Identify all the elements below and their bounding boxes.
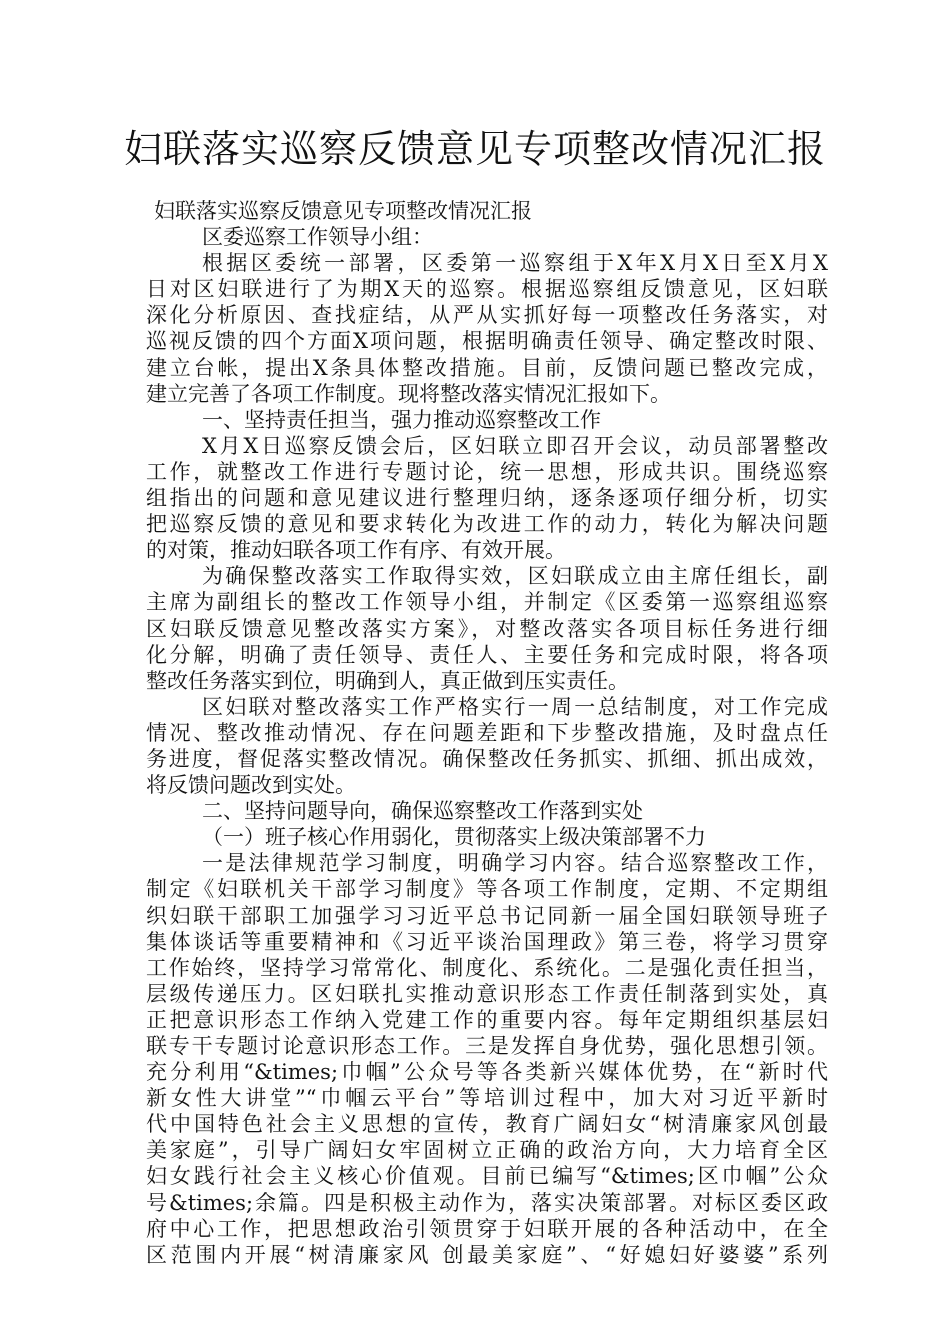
paragraph-line: 深化分析原因、查找症结，从严从实抓好每一项整改任务落实，对 [146, 303, 828, 328]
paragraph-line: 联专干专题讨论意识形态工作。三是发挥自身优势，强化思想引领。 [146, 1034, 828, 1058]
paragraph-line: 的对策，推动妇联各项工作有序、有效开展。 [146, 538, 566, 563]
paragraph-line: 正把意识形态工作纳入党建工作的重要内容。每年定期组织基层妇 [146, 1007, 828, 1032]
paragraph-line: 巡视反馈的四个方面X项问题，根据明确责任领导、确定整改时限、 [146, 329, 828, 354]
paragraph-line: 工作始终，坚持学习常常化、制度化、系统化。二是强化责任担当， [146, 955, 828, 980]
paragraph-line: 区妇联反馈意见整改落实方案》，对整改落实各项目标任务进行细 [146, 616, 828, 641]
paragraph-line: 新女性大讲堂”“巾帼云平台”等培训过程中，加大对习近平新时 [146, 1086, 828, 1111]
section-heading: 二、坚持问题导向，确保巡察整改工作落到实处 [202, 799, 643, 824]
paragraph-line: 整改任务落实到位，明确到人，真正做到压实责任。 [146, 668, 629, 693]
paragraph-line: 府中心工作，把思想政治引领贯穿于妇联开展的各种活动中，在全 [146, 1216, 828, 1241]
paragraph-line: 织妇联干部职工加强学习习近平总书记同新一届全国妇联领导班子 [146, 903, 828, 928]
subsection-heading: （一）班子核心作用弱化，贯彻落实上级决策部署不力 [202, 825, 706, 850]
section-heading: 一、坚持责任担当，强力推动巡察整改工作 [202, 407, 601, 432]
paragraph-line: 把巡察反馈的意见和要求转化为改进工作的动力，转化为解决问题 [146, 512, 828, 537]
paragraph-line: 务进度，督促落实整改情况。确保整改任务抓实、抓细、抓出成效， [146, 746, 828, 771]
paragraph-line: 美家庭”，引导广阔妇女牢固树立正确的政治方向，大力培育全区 [146, 1138, 828, 1163]
paragraph-line: 组指出的问题和意见建议进行整理归纳，逐条逐项仔细分析，切实 [146, 486, 828, 511]
paragraph-line: 根据区委统一部署，区委第一巡察组于X年X月X日至X月X [202, 251, 828, 276]
paragraph-line: 化分解，明确了责任领导、责任人、主要任务和完成时限，将各项 [146, 642, 828, 667]
paragraph-line: 区范围内开展“树清廉家风 创最美家庭”、“好媳妇好婆婆”系列 [146, 1242, 828, 1267]
paragraph-line: 建立完善了各项工作制度。现将整改落实情况汇报如下。 [146, 381, 671, 406]
paragraph-line: 为确保整改落实工作取得实效，区妇联成立由主席任组长，副 [202, 564, 828, 589]
paragraph-line: 区妇联对整改落实工作严格实行一周一总结制度，对工作完成 [202, 694, 828, 719]
document-title: 妇联落实巡察反馈意见专项整改情况汇报 [123, 127, 826, 171]
paragraph-line: 代中国特色社会主义思想的宣传，教育广阔妇女“树清廉家风创最 [146, 1112, 828, 1137]
paragraph-line: 建立台帐，提出X条具体整改措施。目前，反馈问题已整改完成， [146, 355, 828, 380]
document-body [146, 198, 828, 1268]
paragraph-line: 充分利用“&times;巾帼”公众号等各类新兴媒体优势，在“新时代 [146, 1060, 828, 1085]
body-subtitle: 妇联落实巡察反馈意见专项整改情况汇报 [154, 199, 532, 223]
paragraph-line: 将反馈问题改到实处。 [146, 773, 356, 798]
paragraph-line: 集体谈话等重要精神和《习近平谈治国理政》第三卷，将学习贯穿 [146, 929, 828, 954]
paragraph-line: 主席为副组长的整改工作领导小组，并制定《区委第一巡察组巡察 [146, 590, 828, 615]
paragraph-line: 日对区妇联进行了为期X天的巡察。根据巡察组反馈意见，区妇联 [146, 277, 828, 302]
paragraph-line: 一是法律规范学习制度，明确学习内容。结合巡察整改工作， [202, 851, 828, 876]
salutation: 区委巡察工作领导小组： [202, 225, 433, 250]
paragraph-line: 情况、整改推动情况、存在问题差距和下步整改措施，及时盘点任 [146, 720, 828, 745]
paragraph-line: 制定《妇联机关干部学习制度》等各项工作制度，定期、不定期组 [146, 877, 828, 902]
paragraph-line: 号&times;余篇。四是积极主动作为，落实决策部署。对标区委区政 [146, 1190, 828, 1215]
paragraph-line: 工作，就整改工作进行专题讨论，统一思想，形成共识。围绕巡察 [146, 459, 828, 484]
paragraph-line: 妇女践行社会主义核心价值观。目前已编写“&times;区巾帼”公众 [146, 1164, 828, 1189]
paragraph-line: 层级传递压力。区妇联扎实推动意识形态工作责任制落到实处，真 [146, 981, 828, 1006]
paragraph-line: X月X日巡察反馈会后，区妇联立即召开会议，动员部署整改 [202, 433, 828, 458]
